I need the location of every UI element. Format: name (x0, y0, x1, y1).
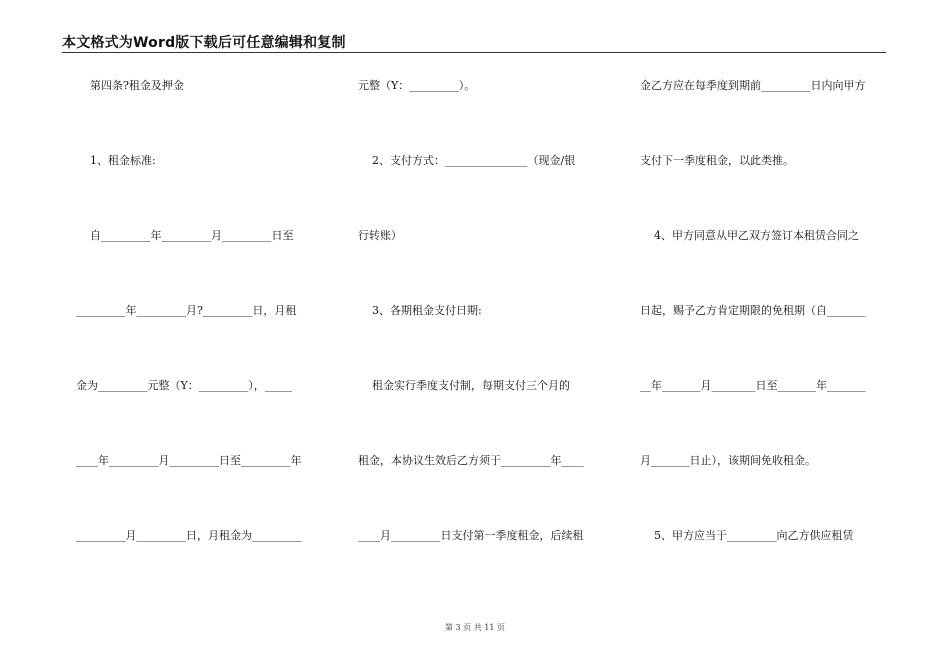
text-line: 租金实行季度支付制，每期支付三个月的 (358, 379, 570, 392)
text-line: 元整（Y：_________）。 (358, 79, 476, 92)
text-line: 支付下一季度租金，以此类推。 (640, 154, 794, 167)
text-line: 租金，本协议生效后乙方须于_________年____ (358, 454, 584, 467)
text-line: 4、甲方同意从甲乙双方签订本租赁合同之 (640, 229, 859, 242)
page-number: 第 3 页 共 11 页 (445, 623, 505, 632)
text-line: 金乙方应在每季度到期前_________日内向甲方 (640, 79, 866, 92)
text-line: 3、各期租金支付日期: (358, 304, 482, 317)
text-line: 金为_________元整（Y：_________），_____ (76, 379, 293, 392)
text-line: 行转账） (358, 229, 402, 242)
text-line: _________年_________月?_________日，月租 (76, 304, 297, 317)
text-line: _________月_________日，月租金为_________ (76, 529, 302, 542)
text-line: ____年_________月_________日至_________年 (76, 454, 302, 467)
text-line: 第四条?租金及押金 (76, 79, 184, 92)
document-header (62, 30, 886, 53)
text-line: 2、支付方式：_______________（现金/银 (358, 154, 576, 167)
text-line: 自_________年_________月_________日至 (76, 229, 294, 242)
text-line: __年_______月________日至_______年_______ (640, 379, 866, 392)
text-line: ____月_________日支付第一季度租金，后续租 (358, 529, 584, 542)
header-title: 本文格式为Word版下载后可任意编辑和复制 (62, 35, 346, 51)
text-line: 5、甲方应当于_________向乙方供应租赁 (640, 529, 854, 542)
text-line: 日起，赐予乙方肯定期限的免租期（自_______ (640, 304, 866, 317)
text-line: 月_______日止），该期间免收租金。 (640, 454, 816, 467)
text-line: 1、租金标准: (76, 154, 156, 167)
